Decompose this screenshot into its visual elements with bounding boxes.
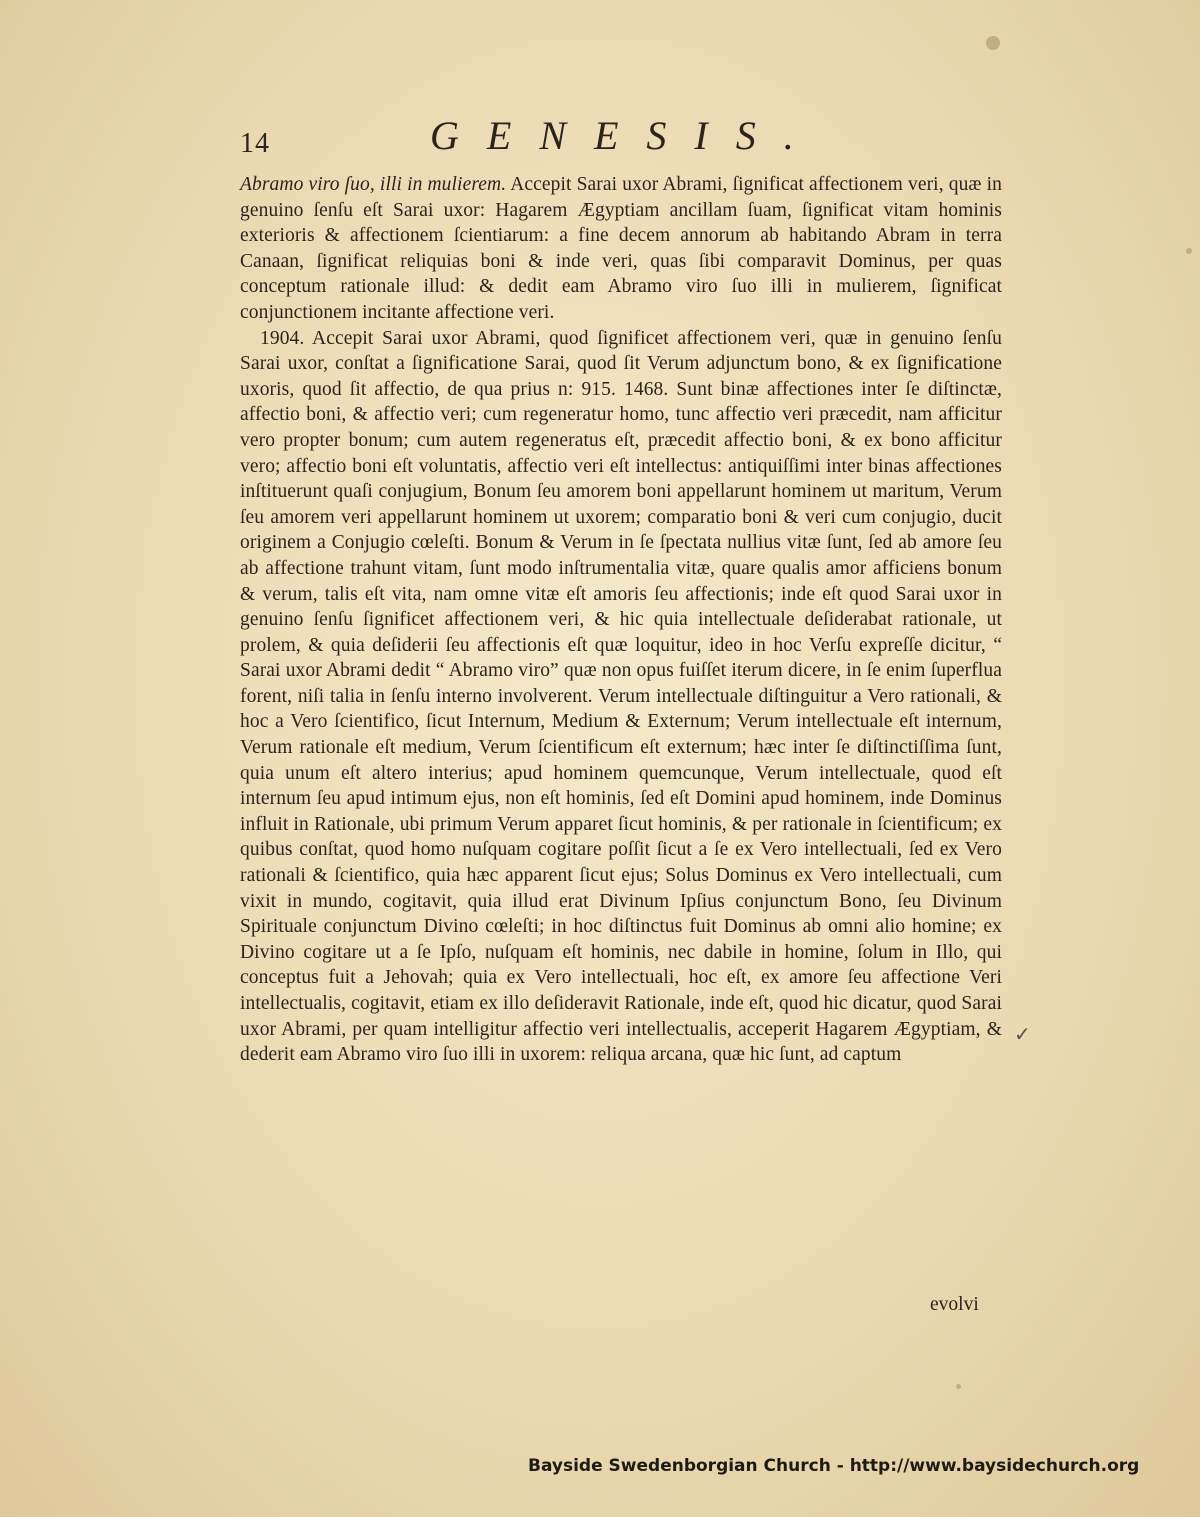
- intro-text: Accepit Sarai uxor Abrami, ſignificat affectionem veri, quæ in genuino ſenſu eſt Sarai uxor: Hagarem Ægyptiam ancillam ſuam, ſignificat vitam hominis exterioris & affectionem ſcientiarum: a fine decem annorum ab habitando Abram in terra Canaan, ſignificat reliquias boni & inde veri, quas ſibi comparavit Dominus, per quas conceptum rationale illud: & dedit eam Abramo viro ſuo illi in mulierem, ſignificat conjunctionem incitante affectione veri.: [240, 174, 1002, 323]
- intro-italic-text: Abramo viro ſuo, illi in mulierem.: [240, 174, 507, 195]
- page-number: 14: [240, 128, 270, 159]
- paper-spot: [956, 1384, 961, 1389]
- running-head: GENESIS.: [430, 113, 822, 158]
- paper-spot: [986, 36, 1000, 50]
- check-mark-icon: ✓: [1014, 1022, 1031, 1046]
- catchword: evolvi: [930, 1294, 979, 1315]
- paragraph-1904: 1904. Accepit Sarai uxor Abrami, quod ſignificet affectionem veri, quæ in genuino ſenſu Sarai uxor, conſtat a ſignificatione Sarai, quod ſit Verum adjunctum bono, & ex ſignificatione uxoris, quod ſit affectio, de qua prius n: 915. 1468. Sunt binæ affectiones inter ſe diſtinctæ, affectio boni, & affectio veri; cum regeneratur homo, tunc affectio veri præcedit, nam afficitur vero propter bonum; cum autem regeneratus eſt, præcedit affectio boni, & ex bono afficitur vero; affectio boni eſt voluntatis, affectio veri eſt intellectus: antiquiſſimi inter binas affectiones inſtituerunt quaſi conjugium, Bonum ſeu amorem boni appellarunt hominem ut maritum, Verum ſeu amorem veri appellarunt hominem ut uxorem; comparatio boni & veri cum conjugio, ducit originem a Conjugio cœleſti. Bonum & Verum in ſe ſpectata nullius vitæ ſunt, ſed ab amore ſeu ab affectione trahunt vitam, ſunt modo inſtrumentalia vitæ, quare qualis amor afficiens bonum & verum, talis eſt vita, nam omne vitæ eſt amoris ſeu affectionis; inde eſt quod Sarai uxor in genuino ſenſu ſignificet affectionem veri, & hic quia intellectuale deſiderabat rationale, ut prolem, & quia deſiderii ſeu affectionis eſt quæ loquitur, ideo in hoc Verſu expreſſe dicitur, “ Sarai uxor Abrami dedit “ Abramo viro” quæ non opus fuiſſet iterum dicere, in ſe enim ſuperflua forent, niſi talia in ſenſu interno involverent. Verum intellectuale diſtinguitur a Vero rationali, & hoc a Vero ſcientifico, ſicut Internum, Medium & Externum; Verum intellectuale eſt internum, Verum rationale eſt medium, Verum ſcientificum eſt externum; hæc inter ſe diſtinctiſſima ſunt, quia unum eſt altero interius; apud hominem quemcunque, Verum intellectuale, quod eſt internum ſeu apud intimum ejus, non eſt hominis, ſed eſt Domini apud hominem, inde Dominus influit in Rationale, ubi primum Verum apparet ſicut hominis, & per rationale in ſcientificum; ex quibus conſtat, quod homo nuſquam cogitare poſſit ſicut a ſe ex Vero intellectuali, ſed ex Vero rationali & ſcientifico, quia hæc apparent ſicut ejus; Solus Dominus ex Vero intellectuali, cum vixit in mundo, cogitavit, quia illud erat Divinum Ipſius conjunctum Bono, ſeu Divinum Spirituale conjunctum Divino cœleſti; in hoc diſtinctus fuit Dominus ab omni alio homine; ex Divino cogitare ut a ſe Ipſo, nuſquam eſt hominis, nec dabile in homine, ſolum in Illo, qui conceptus fuit a Jehovah; quia ex Vero intellectuali, hoc eſt, ex amore ſeu affectione Veri intellectualis, cogitavit, etiam ex illo deſideravit Rationale, inde eſt, quod hic dicatur, quod Sarai uxor Abrami, per quam intelligitur affectio veri intellectualis, acceperit Hagarem Ægyptiam, & dederit eam Abramo viro ſuo illi in uxorem: reliqua arcana, quæ hic ſunt, ad captum: [240, 327, 1002, 1066]
- paper-spot: [1186, 248, 1192, 254]
- intro-paragraph: [240, 172, 1002, 326]
- footer-credit: Bayside Swedenborgian Church - http://www.baysidechurch.org: [528, 1456, 1140, 1476]
- text-body: [240, 172, 1002, 1068]
